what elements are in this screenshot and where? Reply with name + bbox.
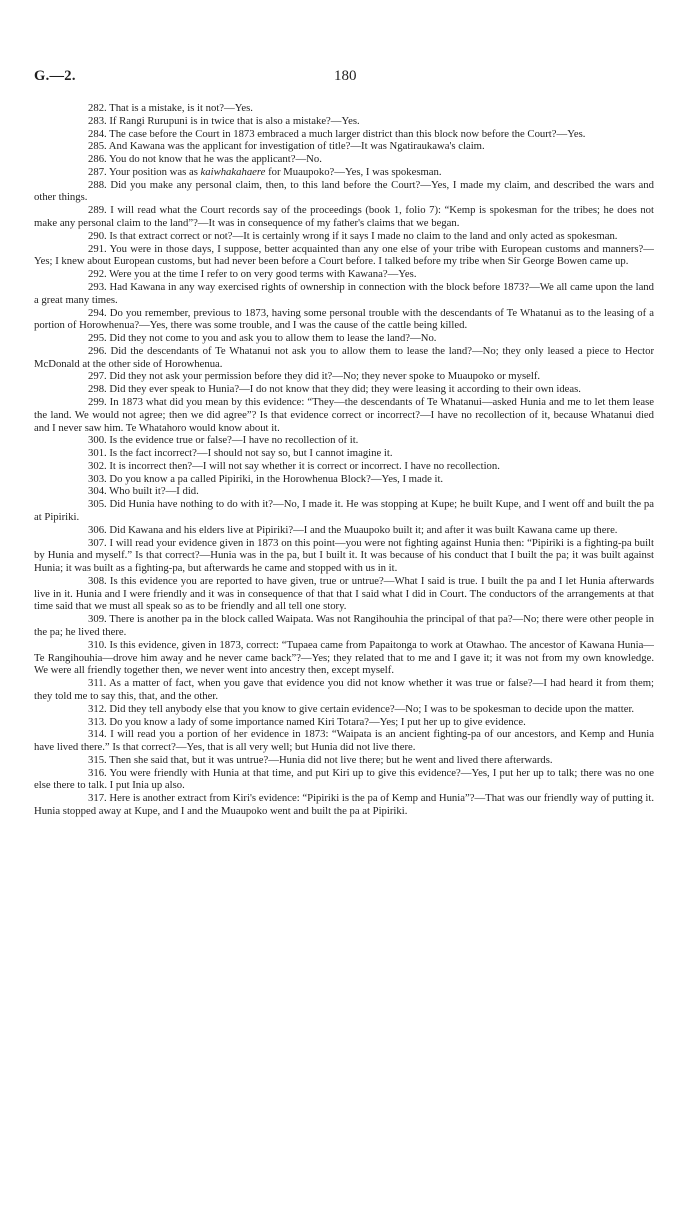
paragraph-298: 298. Did they ever speak to Hunia?—I do not know that they did; they were leasing it according to their own ideas. (88, 383, 581, 396)
paragraph-308: 308. Is this evidence you are reported to have given, true or untrue?—What I said is true. I built the pa and I let Hunia afterwards live in it. Hunia and I were friendly and it was in consequence of that that I said what I did in Court. The conductors of the arrangements at that time said that we must all speak so as to be friendly and all tell one story. (34, 574, 654, 613)
paragraph-289: 289. I will read what the Court records say of the proceedings (book 1, folio 7): “Kemp is spokesman for the tribes; he does not make any personal claim to the land”?—It was in consequence of my father's claims that we began. (34, 204, 654, 230)
paragraph-315: 315. Then she said that, but it was untrue?—Hunia did not live there; but he went and lived there afterwards. (88, 753, 553, 766)
document-reference: G.—2. (34, 68, 76, 84)
paragraph-316: 316. You were friendly with Hunia at that time, and put Kiri up to give this evidence?—Yes, I put her up to talk; there was no one else there to talk. I put Inia up also. (34, 766, 654, 792)
paragraph-296: 296. Did the descendants of Te Whatanui not ask you to allow them to lease the land?—No; they only leased a piece to Hector McDonald at the other side of Horowhenua. (34, 344, 654, 370)
page-header (34, 68, 664, 92)
italic-term: kaiwhakahaere (200, 165, 266, 178)
paragraph-302: 302. It is incorrect then?—I will not say whether it is correct or incorrect. I have no recollection. (88, 459, 500, 472)
paragraph-294: 294. Do you remember, previous to 1873, having some personal trouble with the descendants of Te Whatanui as to the leasing of a portion of Horowhenua?—Yes, there was some trouble, and I was the cause of the cattle being killed. (34, 306, 654, 332)
paragraph-287: 287. Your position was as kaiwhakahaere for Muaupoko?—Yes, I was spokesman. (88, 165, 442, 178)
paragraph-283: 283. If Rangi Rurupuni is in twice that is also a mistake?—Yes. (88, 114, 360, 127)
paragraph-307: 307. I will read your evidence given in 1873 on this point—you were not fighting against Hunia then: “Pipiriki is a fighting-pa built by Hunia and myself.” Is that correct?—Hunia was in the pa, but I built it. It was because of his conduct that I built the pa; it was built against Hunia; it was built as a fighting-pa, but afterwards he came and stopped with us in it. (34, 536, 654, 575)
page-number: 180 (334, 68, 357, 84)
paragraph-286: 286. You do not know that he was the applicant?—No. (88, 153, 322, 166)
paragraph-290: 290. Is that extract correct or not?—It is certainly wrong if it says I made no claim to the land and only acted as spokesman. (88, 229, 618, 242)
paragraph-297: 297. Did they not ask your permission before they did it?—No; they never spoke to Muaupoko or myself. (88, 370, 541, 383)
paragraph-313: 313. Do you know a lady of some importance named Kiri Totara?—Yes; I put her up to give evidence. (88, 715, 526, 728)
paragraph-310: 310. Is this evidence, given in 1873, correct: “Tupaea came from Papaitonga to work at Otawhao. The ancestor of Kawana Hunia—Te Rangihouhia—drove him away and he never came back”?—Yes; they related that to me and I gave it; it was not from my own knowledge. We were all friendly together then, we never went into ancestry then, except myself. (34, 638, 654, 677)
paragraph-304: 304. Who built it?—I did. (88, 485, 199, 498)
paragraph-311: 311. As a matter of fact, when you gave that evidence you did not know whether it was true or false?—I had heard it from them; they told me to say this, that, and the other. (34, 677, 654, 702)
paragraph-306: 306. Did Kawana and his elders live at Pipiriki?—I and the Muaupoko built it; and after it was built Kawana came up there. (88, 523, 618, 536)
paragraph-300: 300. Is the evidence true or false?—I have no recollection of it. (88, 434, 359, 447)
document-body (34, 102, 654, 818)
paragraph-309: 309. There is another pa in the block called Waipata. Was not Rangihouhia the principal of that pa?—No; there were other people in the pa; he lived there. (34, 613, 654, 639)
paragraph-305: 305. Did Hunia have nothing to do with it?—No, I made it. He was stopping at Kupe; he built Kupe, and I went off and built the pa at Pipiriki. (34, 498, 654, 523)
paragraph-303: 303. Do you know a pa called Pipiriki, in the Horowhenua Block?—Yes, I made it. (88, 472, 444, 485)
paragraph-317: 317. Here is another extract from Kiri's evidence: “Pipiriki is the pa of Kemp and Hunia”?—That was our friendly way of putting it. Hunia stopped away at Kupe, and I and the Muaupoko went and built the pa at Pipiriki. (34, 792, 654, 817)
paragraph-299: 299. In 1873 what did you mean by this evidence: “They—the descendants of Te Whatanui—asked Hunia and me to let them lease the land. We would not agree; then we did agree”? Is that evidence correct or incorrect?—I have no recollection of it, because Whatanui died and I never saw him. Te Whatahoro would know about it. (34, 395, 654, 434)
paragraph-285: 285. And Kawana was the applicant for investigation of title?—It was Ngatiraukawa's claim. (88, 140, 485, 153)
paragraph-295: 295. Did they not come to you and ask you to allow them to lease the land?—No. (88, 332, 437, 345)
paragraph-293: 293. Had Kawana in any way exercised rights of ownership in connection with the block before 1873?—We all came upon the land a great many times. (34, 280, 654, 306)
paragraph-282: 282. That is a mistake, is it not?—Yes. (88, 102, 253, 114)
paragraph-314: 314. I will read you a portion of her evidence in 1873: “Waipata is an ancient fighting-pa of our ancestors, and Kemp and Hunia have lived there.” Is that correct?—Yes, that is all very well; but Hunia did not live there. (34, 728, 654, 754)
paragraph-291: 291. You were in those days, I suppose, better acquainted than any one else of your tribe with European customs and manners?—Yes; I knew about European customs, but had never been before a Court before. I talked before my tribe when Sir George Bowen came up. (34, 242, 654, 268)
paragraph-288: 288. Did you make any personal claim, then, to this land before the Court?—Yes, I made my claim, and described the wars and other things. (34, 178, 654, 204)
paragraph-301: 301. Is the fact incorrect?—I should not say so, but I cannot imagine it. (88, 447, 393, 460)
paragraph-292: 292. Were you at the time I refer to on very good terms with Kawana?—Yes. (88, 268, 417, 281)
paragraph-284: 284. The case before the Court in 1873 embraced a much larger district than this block now before the Court?—Yes. (88, 127, 586, 140)
paragraph-312: 312. Did they tell anybody else that you know to give certain evidence?—No; I was to be spokesman to decide upon the matter. (88, 702, 635, 715)
